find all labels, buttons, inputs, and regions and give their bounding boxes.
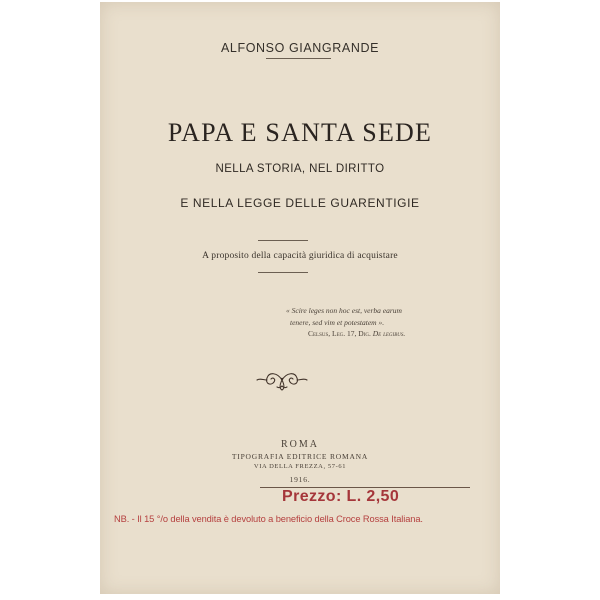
epigraph-source-prefix: Celsus, Leg. 17, Dig. xyxy=(308,329,371,338)
ornament-flourish-icon xyxy=(255,368,309,392)
imprint-publisher: TIPOGRAFIA EDITRICE ROMANA xyxy=(231,452,369,461)
author-underline xyxy=(266,58,331,59)
epigraph-line1: « Scire leges non hoc est, verba earum xyxy=(286,306,402,315)
imprint-place: ROMA xyxy=(280,439,319,450)
imprint-year: 1916. xyxy=(289,475,311,484)
epigraph-line2: tenere, sed vim et potestatem ». xyxy=(290,317,385,327)
red-cross-notice: NB. - Il 15 °/o della vendita è devoluto a beneficio della Croce Rossa Italiana. xyxy=(114,514,423,524)
book-cover xyxy=(100,2,500,594)
epigraph-source xyxy=(286,328,486,340)
divider-top xyxy=(258,240,308,241)
book-title: PAPA E SANTA SEDE xyxy=(167,118,433,147)
epigraph-source-work: De legibus. xyxy=(372,329,406,338)
price-stamp: Prezzo: L. 2,50 xyxy=(282,488,400,505)
book-subtitle-line2: E NELLA LEGGE DELLE GUARENTIGIE xyxy=(180,196,420,210)
subtitle-note: A proposito della capacità giuridica di acquistare xyxy=(202,251,398,261)
divider-bottom xyxy=(258,272,308,273)
epigraph xyxy=(286,305,486,340)
author-name: ALFONSO GIANGRANDE xyxy=(220,41,380,55)
book-subtitle-line1: NELLA STORIA, NEL DIRITTO xyxy=(215,163,385,175)
imprint-address: VIA DELLA FREZZA, 57-61 xyxy=(253,463,347,470)
